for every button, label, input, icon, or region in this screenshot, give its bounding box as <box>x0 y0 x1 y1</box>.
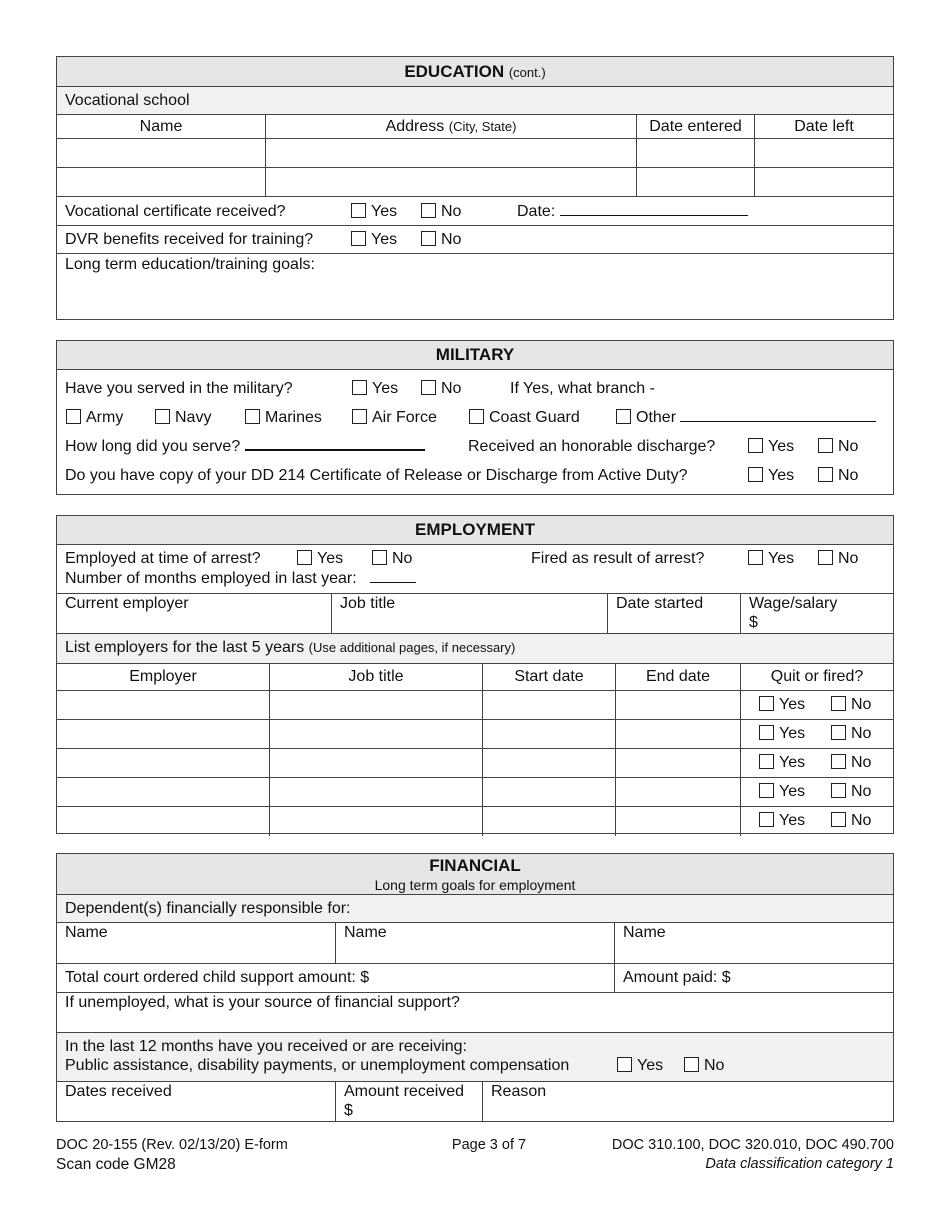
end-date-input[interactable] <box>616 720 741 748</box>
employer-input[interactable] <box>57 749 270 777</box>
quit-fired-no-checkbox[interactable] <box>831 754 846 769</box>
col-end-date: End date <box>616 664 741 690</box>
last12-line2: Public assistance, disability payments, or unemployment compensation <box>65 1057 570 1074</box>
vocational-entry-row <box>57 139 893 168</box>
certificate-date-label: Date: <box>517 203 556 220</box>
dd214-no-checkbox[interactable] <box>818 467 833 482</box>
dependent-name-field[interactable]: Name <box>623 924 666 941</box>
start-date-input[interactable] <box>483 691 616 719</box>
start-date-input[interactable] <box>483 807 616 836</box>
col-date-left: Date left <box>794 118 854 135</box>
quit-fired-no-checkbox[interactable] <box>831 783 846 798</box>
employment-header <box>57 516 893 545</box>
employer-input[interactable] <box>57 778 270 806</box>
dependent-name-field[interactable]: Name <box>57 923 336 963</box>
job-title-input[interactable] <box>270 691 483 719</box>
dd214-yes-checkbox[interactable] <box>748 467 763 482</box>
job-title-input[interactable] <box>270 807 483 836</box>
quit-fired-no-checkbox[interactable] <box>831 696 846 711</box>
months-input[interactable] <box>370 582 416 583</box>
employment-title: EMPLOYMENT <box>415 520 535 539</box>
other-branch-input[interactable] <box>680 421 876 422</box>
honorable-question: Received an honorable discharge? <box>468 438 716 455</box>
quit-fired-yes-checkbox[interactable] <box>759 696 774 711</box>
quit-fired-yes-checkbox[interactable] <box>759 754 774 769</box>
dvr-question: DVR benefits received for training? <box>65 231 314 248</box>
current-employer-row <box>57 594 893 634</box>
end-date-input[interactable] <box>616 807 741 836</box>
wage-field[interactable]: Wage/salary $ <box>749 595 838 631</box>
air-force-checkbox[interactable] <box>352 409 367 424</box>
goals-label: Long term education/training goals: <box>65 256 315 273</box>
financial-title: FINANCIAL <box>429 856 521 875</box>
fired-question: Fired as result of arrest? <box>531 550 705 567</box>
list-employers-note: (Use additional pages, if necessary) <box>308 640 516 655</box>
vocational-address-input[interactable] <box>266 139 637 167</box>
table-row <box>57 749 893 778</box>
quit-fired-no-checkbox[interactable] <box>831 812 846 827</box>
footer-right <box>612 1136 894 1174</box>
vocational-date-entered-input[interactable] <box>637 168 755 196</box>
vocational-date-entered-input[interactable] <box>637 139 755 167</box>
dependent-name-field[interactable]: Name <box>336 923 615 963</box>
end-date-input[interactable] <box>616 749 741 777</box>
end-date-input[interactable] <box>616 691 741 719</box>
unemployed-question: If unemployed, what is your source of financial support? <box>65 994 460 1011</box>
certificate-question: Vocational certificate received? <box>65 203 286 220</box>
col-employer: Employer <box>57 664 270 690</box>
dependents-row <box>57 895 893 923</box>
quit-fired-yes-checkbox[interactable] <box>759 812 774 827</box>
amount-received-field[interactable]: Amount received $ <box>336 1082 483 1122</box>
dates-received-row <box>57 1082 893 1122</box>
quit-fired-cell: Yes No <box>741 720 893 748</box>
employed-question: Employed at time of arrest? <box>65 550 261 567</box>
list-employers-row <box>57 634 893 664</box>
child-support-row <box>57 964 893 993</box>
job-title-field[interactable]: Job title <box>332 594 608 633</box>
served-question: Have you served in the military? <box>65 380 293 397</box>
served-yes-checkbox[interactable] <box>352 380 367 395</box>
military-title: MILITARY <box>435 345 515 364</box>
dependents-label: Dependent(s) financially responsible for: <box>65 900 351 917</box>
fired-no-checkbox[interactable] <box>818 550 833 565</box>
vocational-address-input[interactable] <box>266 168 637 196</box>
last12-row: In the last 12 months have you received or are receiving: Public assistance, disability payments, or unemployment compensation Yes No <box>57 1033 893 1082</box>
employed-no-checkbox[interactable] <box>372 550 387 565</box>
unemployed-row[interactable] <box>57 993 893 1033</box>
coast-guard-checkbox[interactable] <box>469 409 484 424</box>
table-row <box>57 807 893 836</box>
other-branch-checkbox[interactable] <box>616 409 631 424</box>
quit-fired-no-checkbox[interactable] <box>831 725 846 740</box>
employed-yes-checkbox[interactable] <box>297 550 312 565</box>
employer-rows <box>57 691 893 836</box>
start-date-input[interactable] <box>483 720 616 748</box>
certificate-yes-checkbox[interactable] <box>351 203 366 218</box>
how-long-question: How long did you serve? <box>65 438 241 455</box>
job-title-input[interactable] <box>270 720 483 748</box>
education-section <box>56 56 894 320</box>
employer-input[interactable] <box>57 720 270 748</box>
data-classification: Data classification category 1 <box>705 1156 894 1172</box>
dvr-no-checkbox[interactable] <box>421 231 436 246</box>
education-header <box>57 57 893 87</box>
served-no-checkbox[interactable] <box>421 380 436 395</box>
job-title-input[interactable] <box>270 778 483 806</box>
branch-prompt: If Yes, what branch - <box>510 380 655 397</box>
form-id: DOC 20-155 (Rev. 02/13/20) E-form <box>56 1137 288 1153</box>
fired-yes-checkbox[interactable] <box>748 550 763 565</box>
certificate-no-checkbox[interactable] <box>421 203 436 218</box>
certificate-date-input[interactable] <box>560 215 748 216</box>
goals-row[interactable] <box>57 254 893 319</box>
months-question: Number of months employed in last year: <box>65 570 357 587</box>
vocational-school-row <box>57 87 893 115</box>
vocational-date-left-input[interactable] <box>755 139 893 167</box>
end-date-input[interactable] <box>616 778 741 806</box>
employment-section <box>56 515 894 834</box>
military-body: Have you served in the military? Yes No If Yes, what branch - Army Navy Marines Air Force Coast Guard Other How long did you serve? Received an honorable discharge? Yes No Do you have copy of your DD 214 Certificate of Release or Discharge from Active Duty? Yes No <box>57 370 893 494</box>
honorable-no-checkbox[interactable] <box>818 438 833 453</box>
vocational-name-input[interactable] <box>57 139 266 167</box>
vocational-date-left-input[interactable] <box>755 168 893 196</box>
col-name: Name <box>57 115 266 138</box>
dvr-row: DVR benefits received for training? Yes No <box>57 226 893 254</box>
child-support-field[interactable]: Total court ordered child support amount: $ <box>57 964 615 992</box>
military-section <box>56 340 894 495</box>
quit-fired-cell: Yes No <box>741 807 893 836</box>
certificate-row: Vocational certificate received? Yes No Date: <box>57 197 893 226</box>
reason-field[interactable]: Reason <box>491 1083 547 1100</box>
financial-subtitle: Long term goals for employment <box>374 877 576 893</box>
col-date-entered: Date entered <box>637 115 755 138</box>
col-quit-fired: Quit or fired? <box>770 668 864 685</box>
col-job-title: Job title <box>270 664 483 690</box>
vocational-entry-row <box>57 168 893 197</box>
quit-fired-cell: Yes No <box>741 778 893 806</box>
quit-fired-yes-checkbox[interactable] <box>759 725 774 740</box>
table-row <box>57 720 893 749</box>
education-title: EDUCATION <box>404 62 505 81</box>
dd214-question: Do you have copy of your DD 214 Certificate of Release or Discharge from Active Duty? <box>65 467 688 484</box>
employer-input[interactable] <box>57 691 270 719</box>
amount-paid-field[interactable]: Amount paid: $ <box>623 969 731 986</box>
navy-checkbox[interactable] <box>155 409 170 424</box>
army-checkbox[interactable] <box>66 409 81 424</box>
honorable-yes-checkbox[interactable] <box>748 438 763 453</box>
employers-columns-row <box>57 664 893 691</box>
statutes: DOC 310.100, DOC 320.010, DOC 490.700 <box>611 1137 894 1153</box>
education-title-suffix: (cont.) <box>508 65 546 80</box>
start-date-input[interactable] <box>483 749 616 777</box>
quit-fired-cell: Yes No <box>741 749 893 777</box>
military-header <box>57 341 893 370</box>
vocational-columns-row <box>57 115 893 139</box>
dates-received-field[interactable]: Dates received <box>57 1082 336 1122</box>
date-started-field[interactable]: Date started <box>608 594 741 633</box>
quit-fired-yes-checkbox[interactable] <box>759 783 774 798</box>
scan-code: Scan code GM28 <box>56 1156 176 1173</box>
how-long-input[interactable] <box>245 449 425 451</box>
table-row <box>57 691 893 720</box>
employer-input[interactable] <box>57 807 270 836</box>
col-start-date: Start date <box>483 664 616 690</box>
assistance-yes-checkbox[interactable] <box>617 1057 632 1072</box>
quit-fired-cell: Yes No <box>741 691 893 719</box>
page-number: Page 3 of 7 <box>451 1137 527 1153</box>
financial-header <box>57 854 893 895</box>
assistance-no-checkbox[interactable] <box>684 1057 699 1072</box>
vocational-name-input[interactable] <box>57 168 266 196</box>
list-employers-label: List employers for the last 5 years <box>65 639 305 656</box>
table-row <box>57 778 893 807</box>
financial-section <box>56 853 894 1122</box>
dvr-yes-checkbox[interactable] <box>351 231 366 246</box>
dependents-names-row <box>57 923 893 964</box>
start-date-input[interactable] <box>483 778 616 806</box>
current-employer-field[interactable]: Current employer <box>57 594 332 633</box>
arrest-row: Employed at time of arrest? Yes No Fired as result of arrest? Yes No Number of months employed in last year: <box>57 545 893 594</box>
marines-checkbox[interactable] <box>245 409 260 424</box>
last12-line1: In the last 12 months have you received or are receiving: <box>65 1038 467 1055</box>
vocational-school-label: Vocational school <box>65 92 190 109</box>
col-address: Address (City, State) <box>266 115 637 138</box>
job-title-input[interactable] <box>270 749 483 777</box>
